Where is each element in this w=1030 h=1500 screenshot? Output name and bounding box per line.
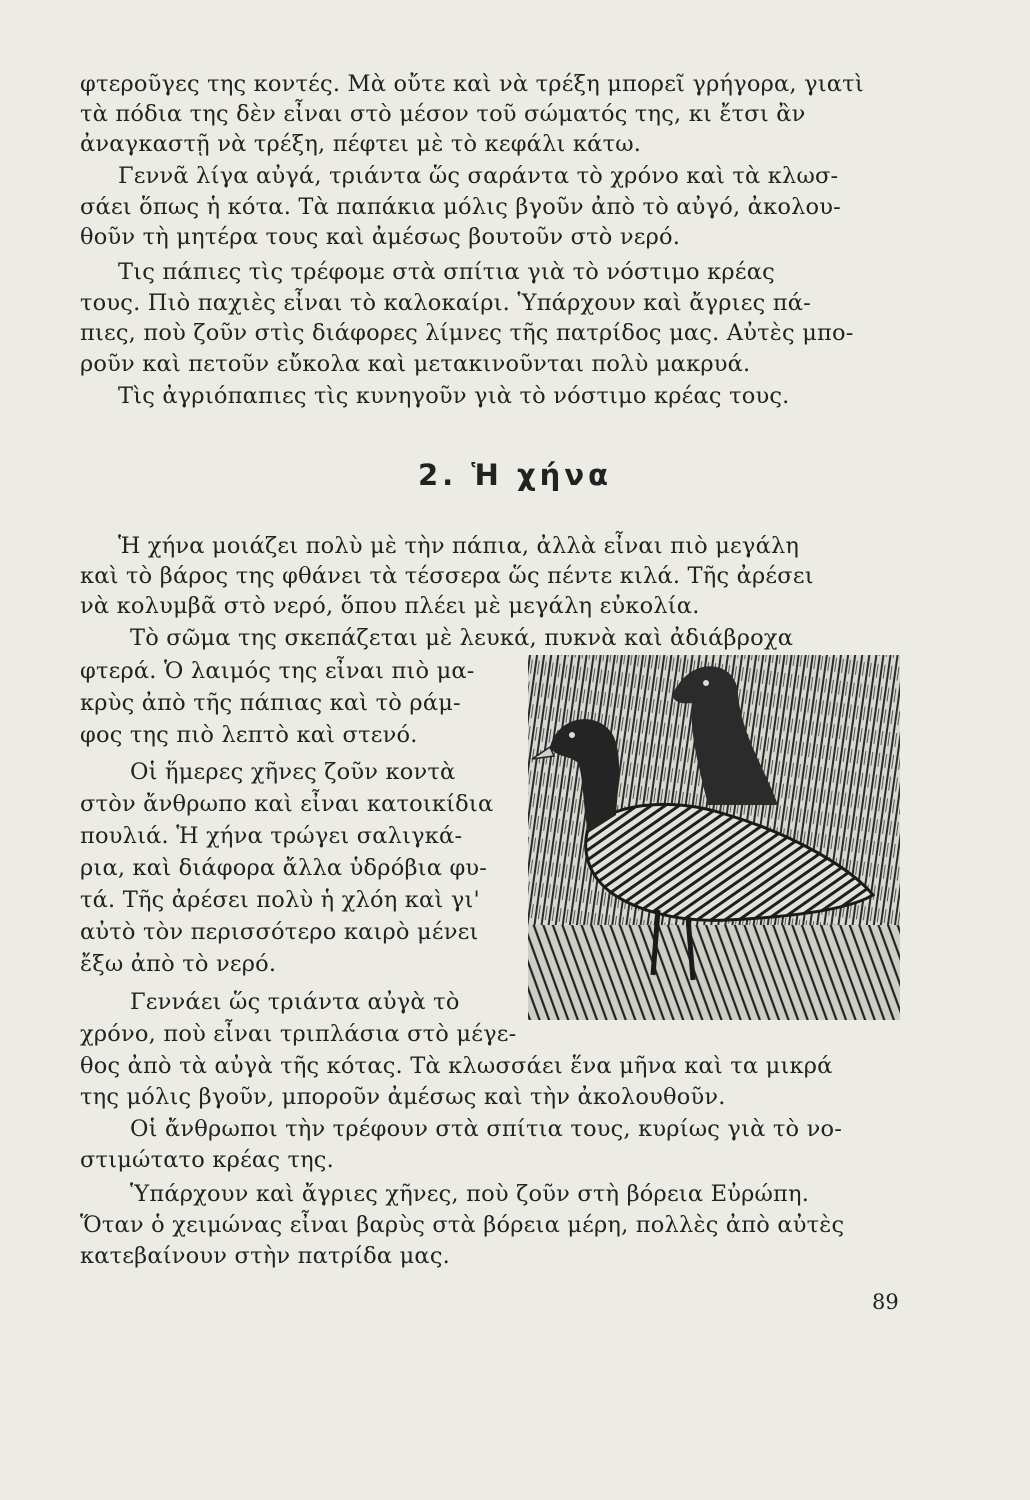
text-line: θος ἀπὸ τὰ αὐγὰ τῆς κότας. Τὰ κλωσσάει ἕνα μῆνα καὶ τα μικρά [80,1053,833,1079]
text-line: Γεννάει ὥς τριάντα αὐγὰ τὸ [130,989,460,1015]
goose-illustration [528,655,900,1020]
section-heading: 2. Ἡ χήνα [418,458,612,492]
page-number: 89 [872,1290,899,1314]
text-line: νὰ κολυμβᾶ στὸ νερό, ὅπου πλέει μὲ μεγάλη εὐκολία. [80,593,700,619]
text-line: κατεβαίνουν στὴν πατρίδα μας. [80,1243,450,1269]
text-line: φτερά. Ὁ λαιμός της εἶναι πιὸ μα- [80,658,475,684]
text-line: Τις πάπιες τὶς τρέφομε στὰ σπίτια γιὰ τὸ νόστιμο κρέας [118,259,775,285]
text-line: Τὸ σῶμα της σκεπάζεται μὲ λευκά, πυκνὰ καὶ ἀδιάβροχα [130,625,794,651]
text-line: Τὶς ἀγριόπαπιες τὶς κυνηγοῦν γιὰ τὸ νόστιμο κρέας τους. [118,383,790,409]
text-line: σάει ὅπως ἡ κότα. Τὰ παπάκια μόλις βγοῦν ἀπὸ τὸ αὐγό, ἀκολου- [80,194,841,220]
text-line: ρια, καὶ διάφορα ἄλλα ὑδρόβια φυ- [80,855,488,881]
text-line: πιες, ποὺ ζοῦν στὶς διάφορες λίμνες τῆς πατρίδος μας. Αὐτὲς μπο- [80,320,854,346]
text-line: Οἱ ἥμερες χῆνες ζοῦν κοντὰ [130,759,456,785]
text-line: τά. Τῆς ἀρέσει πολὺ ἡ χλόη καὶ γι' [80,887,480,913]
text-line: καὶ τὸ βάρος της φθάνει τὰ τέσσερα ὥς πέντε κιλά. Τῆς ἀρέσει [80,563,814,589]
text-line: θοῦν τὴ μητέρα τους καὶ ἀμέσως βουτοῦν στὸ νερό. [80,224,681,250]
text-line: ροῦν καὶ πετοῦν εὔκολα καὶ μετακινοῦνται πολὺ μακρυά. [80,351,751,377]
text-line: Ὑπάρχουν καὶ ἄγριες χῆνες, ποὺ ζοῦν στὴ βόρεια Εὐρώπη. [130,1181,810,1207]
text-line: στὸν ἄνθρωπο καὶ εἶναι κατοικίδια [80,791,494,817]
grass-foreground [528,925,900,1020]
text-line: Ἡ χήνα μοιάζει πολὺ μὲ τὴν πάπια, ἀλλὰ εἶναι πιὸ μεγάλη [118,533,800,559]
text-line: ἀναγκαστῇ νὰ τρέξη, πέφτει μὲ τὸ κεφάλι κάτω. [80,131,642,157]
text-line: της μόλις βγοῦν, μποροῦν ἀμέσως καὶ τὴν ἀκολουθοῦν. [80,1084,726,1110]
goose-eye [569,732,575,738]
text-line: τὰ πόδια της δὲν εἶναι στὸ μέσον τοῦ σώματός της, κι ἔτσι ἂν [80,101,806,127]
text-line: στιμώτατο κρέας της. [80,1147,334,1173]
text-line: ἔξω ἀπὸ τὸ νερό. [80,951,277,977]
text-line: κρὺς ἀπὸ τῆς πάπιας καὶ τὸ ράμ- [80,690,461,716]
text-line: τους. Πιὸ παχιὲς εἶναι τὸ καλοκαίρι. Ὑπάρχουν καὶ ἄγριες πά- [80,290,811,316]
text-line: αὐτὸ τὸν περισσότερο καιρὸ μένει [80,919,479,945]
text-line: πουλιά. Ἡ χήνα τρώγει σαλιγκά- [80,823,463,849]
text-line: Γεννᾶ λίγα αὐγά, τριάντα ὥς σαράντα τὸ χρόνο καὶ τὰ κλωσ- [118,163,839,189]
text-line: Ὅταν ὁ χειμώνας εἶναι βαρὺς στὰ βόρεια μέρη, πολλὲς ἀπὸ αὐτὲς [80,1212,845,1238]
text-line: χρόνο, ποὺ εἶναι τριπλάσια στὸ μέγε- [80,1021,517,1047]
text-line: φτεροῦγες της κοντές. Μὰ οὔτε καὶ νὰ τρέξη μπορεῖ γρήγορα, γιατὶ [80,71,864,97]
text-line: Οἱ ἄνθρωποι τὴν τρέφουν στὰ σπίτια τους, κυρίως γιὰ τὸ νο- [130,1116,843,1142]
text-line: φος της πιὸ λεπτὸ καὶ στενό. [80,722,418,748]
